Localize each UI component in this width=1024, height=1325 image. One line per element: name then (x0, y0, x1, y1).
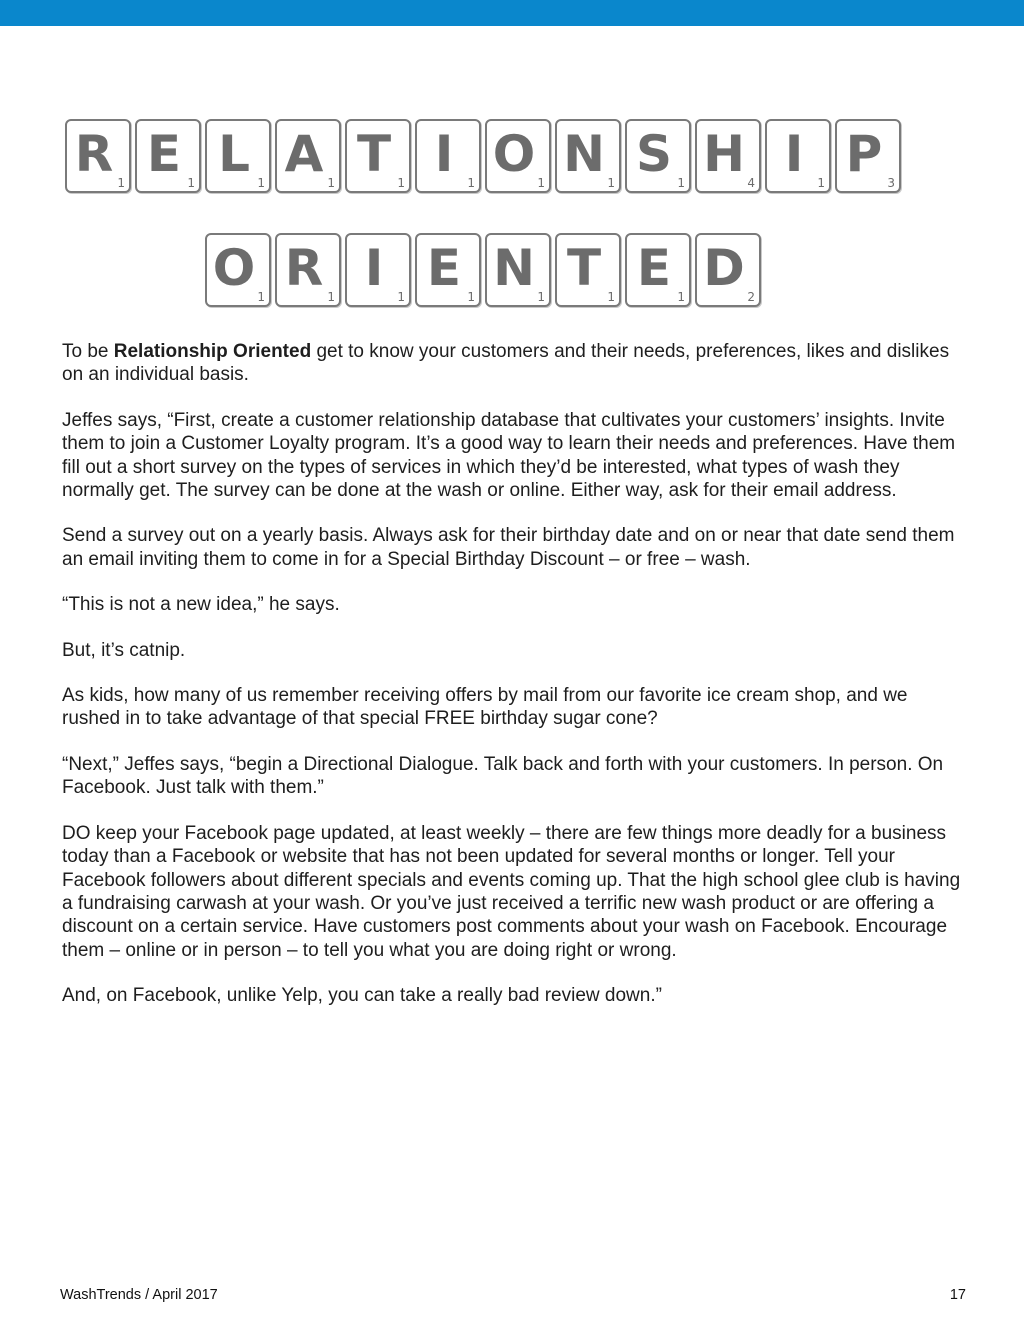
tile-letter: N (493, 239, 535, 297)
paragraph: Jeffes says, “First, create a customer relationship database that cultivates your customers’ insights. Invite them to join a Customer Loyalty program. It’s a good way to learn their needs and preferences. Have them fill out a short survey on the types of services in which they’d be interested, what types of wash they normally get. The survey can be done at the wash or online. Either way, ask for their email address. (62, 409, 956, 502)
tile-letter: E (426, 239, 462, 297)
intro-paragraph (62, 340, 967, 387)
tile-score: 1 (677, 176, 685, 190)
letter-tile (205, 233, 271, 307)
tile-score: 1 (257, 176, 265, 190)
tile-score: 4 (747, 176, 755, 190)
tile-letter: H (703, 125, 745, 183)
paragraph: Send a survey out on a yearly basis. Always ask for their birthday date and on or near that date send them an email inviting them to come in for a Special Birthday Discount – or free – wash. (62, 525, 955, 570)
tile-score: 1 (467, 176, 475, 190)
tile-score: 1 (397, 290, 405, 304)
letter-tile (555, 233, 621, 307)
letter-tile (135, 119, 201, 193)
letter-tile (345, 119, 411, 193)
tile-score: 1 (397, 176, 405, 190)
letter-tile (625, 233, 691, 307)
tile-letter: P (845, 125, 883, 183)
letter-tile (485, 119, 551, 193)
letter-tile (485, 233, 551, 307)
tile-letter: T (356, 125, 392, 183)
tile-score: 1 (537, 290, 545, 304)
intro-text-after: get to know your customers and their needs, preferences, likes and dislikes on an individual basis. (62, 341, 950, 386)
footer-publication: WashTrends / April 2017 (60, 1287, 218, 1303)
tile-letter: N (563, 125, 605, 183)
intro-text-before: To be (62, 341, 114, 362)
letter-tile (765, 119, 831, 193)
letter-tile (415, 233, 481, 307)
tile-score: 1 (537, 176, 545, 190)
tile-letter: E (636, 239, 672, 297)
letter-tile (65, 119, 131, 193)
tile-letter: T (566, 239, 602, 297)
tile-letter: I (434, 125, 454, 183)
tile-letter: I (784, 125, 804, 183)
tile-letter: S (635, 125, 672, 183)
letter-tile (275, 233, 341, 307)
tile-letter: I (364, 239, 384, 297)
tile-score: 1 (327, 290, 335, 304)
letter-tile (835, 119, 901, 193)
tile-score: 1 (607, 176, 615, 190)
letter-tile (345, 233, 411, 307)
title-tiles-row-1 (0, 119, 1024, 195)
tile-letter: R (74, 125, 114, 183)
tile-score: 3 (887, 176, 895, 190)
paragraph: “This is not a new idea,” he says. (62, 594, 340, 616)
top-accent-bar (0, 0, 1024, 26)
letter-tile (625, 119, 691, 193)
intro-bold-term: Relationship Oriented (113, 341, 312, 362)
letter-tile (555, 119, 621, 193)
tile-score: 1 (817, 176, 825, 190)
tile-letter: L (218, 125, 250, 183)
paragraph: And, on Facebook, unlike Yelp, you can take a really bad review down.” (62, 985, 662, 1007)
letter-tile (415, 119, 481, 193)
tile-letter: A (284, 125, 324, 183)
tile-score: 1 (187, 176, 195, 190)
tile-score: 1 (257, 290, 265, 304)
tile-score: 2 (747, 290, 755, 304)
paragraph: As kids, how many of us remember receiving offers by mail from our favorite ice cream shop, and we rushed in to take advantage of that special FREE birthday sugar cone? (62, 685, 908, 730)
tile-score: 1 (117, 176, 125, 190)
tile-score: 1 (467, 290, 475, 304)
paragraph: DO keep your Facebook page updated, at least weekly – there are few things more deadly for a business today than a Facebook or website that has not been updated for several months or longer. Tell your Facebook followers about different specials and events coming up. That the high school glee club is having a fundraising carwash at your wash. Or you’ve just received a terrific new wash product or are offering a discount on a certain service. Have customers post comments about your wash on Facebook. Encourage them – online or in person – to tell you what you are doing right or wrong. (62, 822, 961, 961)
tile-letter: O (492, 125, 536, 183)
tile-letter: D (703, 239, 745, 297)
footer-page-number: 17 (949, 1287, 966, 1303)
letter-tile (695, 233, 761, 307)
letter-tile (695, 119, 761, 193)
tile-letter: R (284, 239, 324, 297)
letter-tile (275, 119, 341, 193)
tile-score: 1 (607, 290, 615, 304)
tile-score: 1 (327, 176, 335, 190)
title-tiles-row-2 (0, 233, 1024, 309)
paragraph: “Next,” Jeffes says, “begin a Directional Dialogue. Talk back and forth with your customers. In person. On Facebook. Just talk with them.” (62, 753, 944, 799)
tile-score: 1 (677, 290, 685, 304)
article-body (62, 340, 967, 1030)
tile-letter: E (146, 125, 182, 183)
paragraph: But, it’s catnip. (62, 639, 186, 661)
letter-tile (205, 119, 271, 193)
tile-letter: O (212, 239, 256, 297)
